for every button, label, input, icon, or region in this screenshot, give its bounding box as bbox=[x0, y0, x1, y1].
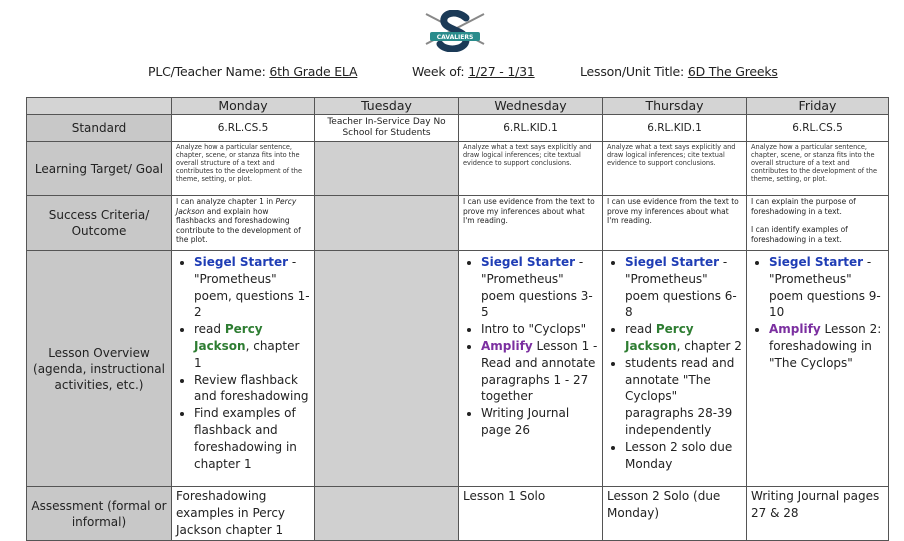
week-of bbox=[412, 64, 535, 79]
day-header-row bbox=[27, 98, 889, 115]
list-item-text: - "Prometheus" poem, questions 1-2 bbox=[194, 255, 310, 320]
list-item: • Find examples of flashback and foreshadowing in chapter 1 bbox=[194, 405, 310, 472]
success-criteria-row bbox=[27, 196, 889, 251]
unit-label: Lesson/Unit Title: bbox=[580, 64, 685, 79]
standard-tuesday: Teacher In-Service Day No School for Students bbox=[315, 115, 459, 142]
siegel-starter-label: Siegel Starter bbox=[194, 255, 289, 269]
target-tuesday bbox=[315, 142, 459, 196]
success-friday-2: I can identify examples of foreshadowing in a text. bbox=[751, 225, 848, 244]
target-monday: Analyze how a particular sentence, chapter, scene, or stanza fits into the overall structure of a text and contributes to the development of the theme, setting, or plot. bbox=[172, 142, 315, 196]
overview-thursday-list bbox=[607, 254, 742, 472]
list-item-text: - "Prometheus" poem questions 9-10 bbox=[769, 255, 881, 320]
row-label-learning-target: Learning Target/ Goal bbox=[27, 142, 172, 196]
list-item: • Lesson 2 solo due Monday bbox=[625, 439, 742, 473]
day-header-friday: Friday bbox=[747, 98, 889, 115]
standard-monday: 6.RL.CS.5 bbox=[172, 115, 315, 142]
list-item-text: - "Prometheus" poem questions 6-8 bbox=[625, 255, 737, 320]
standard-wednesday: 6.RL.KID.1 bbox=[459, 115, 603, 142]
percy-jackson-label: Percy Jackson bbox=[194, 322, 263, 353]
target-thursday: Analyze what a text says explicitly and draw logical inferences; cite textual evidence to support conclusions. bbox=[603, 142, 747, 196]
lesson-overview-row bbox=[27, 251, 889, 487]
list-item bbox=[625, 321, 742, 355]
list-item: • Intro to "Cyclops" bbox=[481, 321, 598, 338]
success-monday-b: and explain how flashbacks and foreshadowing contribute to the development of the plot. bbox=[176, 206, 301, 244]
row-label-lesson-overview: Lesson Overview (agenda, instructional activities, etc.) bbox=[27, 251, 172, 487]
assessment-tuesday bbox=[315, 487, 459, 541]
row-label-success-criteria: Success Criteria/ Outcome bbox=[27, 196, 172, 251]
day-header-thursday: Thursday bbox=[603, 98, 747, 115]
row-label-assessment: Assessment (formal or informal) bbox=[27, 487, 172, 541]
siegel-starter-label: Siegel Starter bbox=[625, 255, 720, 269]
assessment-row bbox=[27, 487, 889, 541]
list-item bbox=[194, 254, 310, 321]
list-item bbox=[481, 338, 598, 405]
list-item-text: Lesson 2: foreshadowing in "The Cyclops" bbox=[769, 322, 882, 370]
list-item-text: , chapter 1 bbox=[194, 338, 300, 370]
list-item: • Writing Journal page 26 bbox=[481, 405, 598, 439]
list-item bbox=[194, 321, 310, 371]
logo-text: CAVALIERS bbox=[436, 34, 474, 41]
week-value: 1/27 - 1/31 bbox=[468, 64, 535, 79]
plc-label: PLC/Teacher Name: bbox=[148, 64, 266, 79]
amplify-label: Amplify bbox=[769, 322, 821, 337]
success-wednesday: I can use evidence from the text to prove my inferences about what I'm reading. bbox=[459, 196, 603, 251]
overview-monday bbox=[172, 251, 315, 487]
day-header-wednesday: Wednesday bbox=[459, 98, 603, 115]
overview-friday-list bbox=[751, 254, 884, 372]
list-item bbox=[481, 254, 598, 321]
list-item-text: read bbox=[625, 322, 656, 337]
siegel-starter-label: Siegel Starter bbox=[769, 255, 864, 269]
list-item bbox=[769, 321, 884, 371]
success-tuesday bbox=[315, 196, 459, 251]
lesson-unit-title bbox=[580, 64, 778, 79]
assessment-thursday: Lesson 2 Solo (due Monday) bbox=[603, 487, 747, 541]
week-label: Week of: bbox=[412, 64, 465, 79]
corner-cell bbox=[27, 98, 172, 115]
success-monday bbox=[172, 196, 315, 251]
percy-jackson-label: Percy Jackson bbox=[625, 322, 694, 353]
standard-row bbox=[27, 115, 889, 142]
success-monday-book: Percy Jackson bbox=[176, 197, 297, 216]
list-item bbox=[625, 254, 742, 321]
overview-monday-list bbox=[176, 254, 310, 472]
target-friday: Analyze how a particular sentence, chapter, scene, or stanza fits into the overall structure of a text and contributes to the development of the theme, setting, or plot. bbox=[747, 142, 889, 196]
list-item: • students read and annotate "The Cyclops" paragraphs 28-39 independently bbox=[625, 355, 742, 439]
list-item-text: Lesson 1 - Read and annotate paragraphs 1 - 27 together bbox=[481, 338, 598, 404]
success-friday bbox=[747, 196, 889, 251]
standard-thursday: 6.RL.KID.1 bbox=[603, 115, 747, 142]
list-item-text: - "Prometheus" poem questions 3-5 bbox=[481, 255, 593, 320]
overview-tuesday bbox=[315, 251, 459, 487]
plc-teacher-name bbox=[148, 64, 357, 79]
list-item-text: read bbox=[194, 322, 225, 337]
day-header-monday: Monday bbox=[172, 98, 315, 115]
day-header-tuesday: Tuesday bbox=[315, 98, 459, 115]
lesson-plan-table bbox=[26, 97, 889, 541]
success-friday-1: I can explain the purpose of foreshadowing in a text. bbox=[751, 197, 856, 216]
overview-friday bbox=[747, 251, 889, 487]
row-label-standard: Standard bbox=[27, 115, 172, 142]
overview-wednesday bbox=[459, 251, 603, 487]
success-thursday: I can use evidence from the text to prove my inferences about what I'm reading. bbox=[603, 196, 747, 251]
school-logo bbox=[422, 10, 488, 52]
siegel-starter-label: Siegel Starter bbox=[481, 255, 576, 269]
overview-thursday bbox=[603, 251, 747, 487]
assessment-wednesday: Lesson 1 Solo bbox=[459, 487, 603, 541]
list-item-text: , chapter 2 bbox=[676, 338, 742, 353]
list-item bbox=[769, 254, 884, 321]
target-wednesday: Analyze what a text says explicitly and draw logical inferences; cite textual evidence to support conclusions. bbox=[459, 142, 603, 196]
assessment-monday: Foreshadowing examples in Percy Jackson chapter 1 bbox=[172, 487, 315, 541]
standard-friday: 6.RL.CS.5 bbox=[747, 115, 889, 142]
assessment-friday: Writing Journal pages 27 & 28 bbox=[747, 487, 889, 541]
overview-wednesday-list bbox=[463, 254, 598, 439]
success-monday-a: I can analyze chapter 1 in bbox=[176, 197, 276, 206]
unit-value: 6D The Greeks bbox=[687, 64, 778, 79]
list-item: • Review flashback and foreshadowing bbox=[194, 372, 310, 406]
amplify-label: Amplify bbox=[481, 338, 533, 353]
plc-value: 6th Grade ELA bbox=[269, 64, 358, 79]
learning-target-row bbox=[27, 142, 889, 196]
